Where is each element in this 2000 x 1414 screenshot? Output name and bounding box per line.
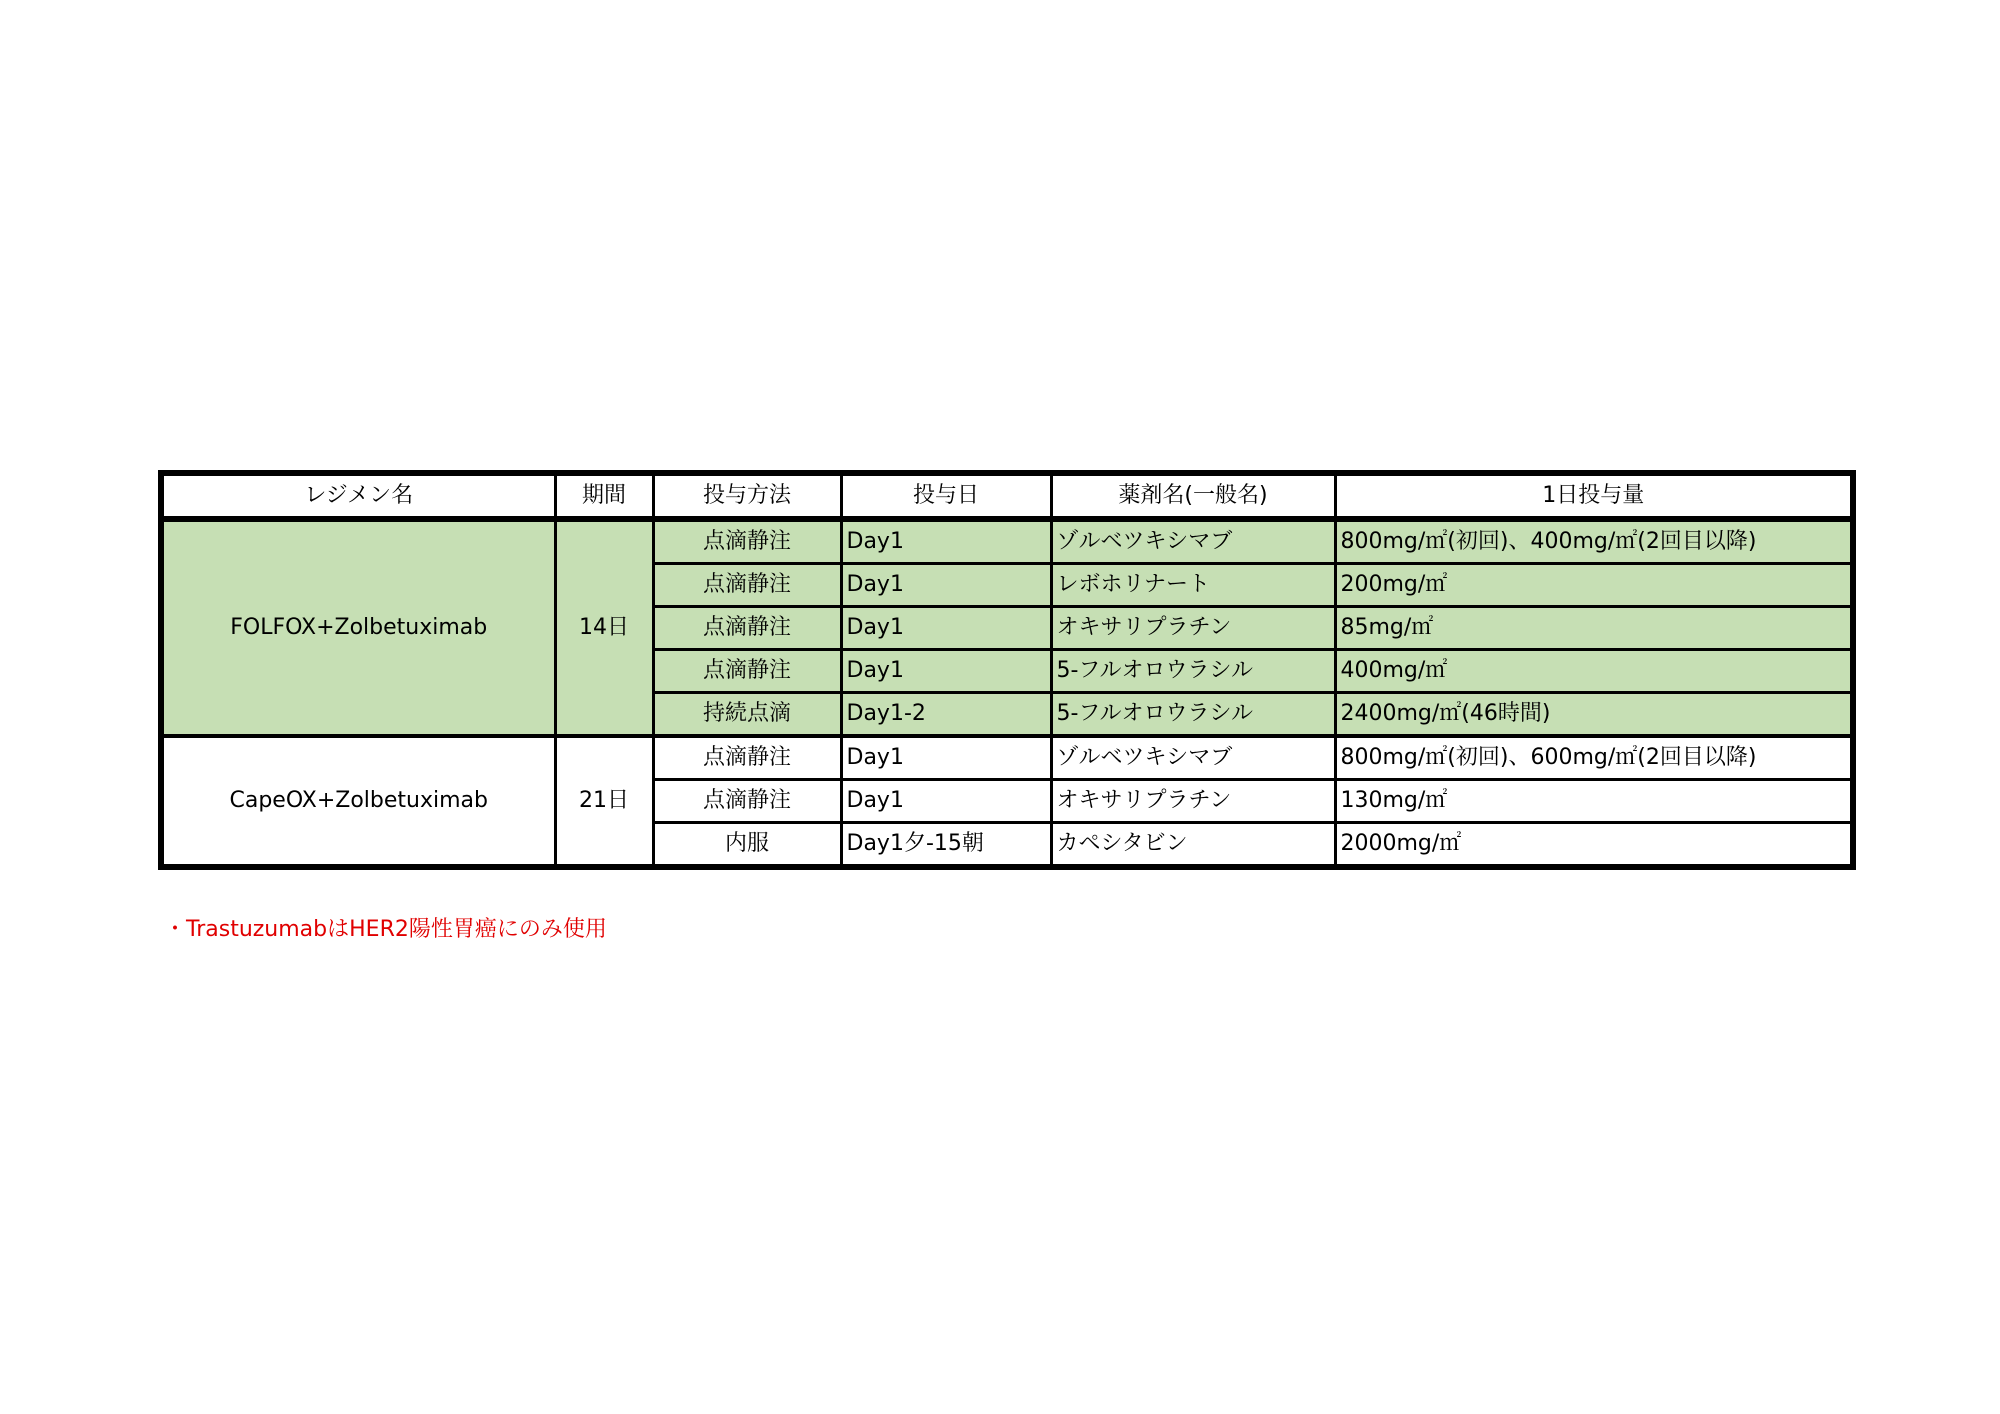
- header-administration-day: 投与日: [841, 473, 1051, 519]
- day-cell: Day1: [841, 736, 1051, 780]
- drug-cell: ゾルベツキシマブ: [1051, 519, 1335, 564]
- drug-cell: オキサリプラチン: [1051, 607, 1335, 650]
- dose-cell: 400mg/㎡: [1335, 650, 1853, 693]
- footnote-note: ・TrastuzumabはHER2陽性胃癌にのみ使用: [164, 917, 607, 942]
- day-cell: Day1: [841, 607, 1051, 650]
- regimen-name-cell: CapeOX+Zolbetuximab: [161, 736, 555, 867]
- dose-cell: 800mg/㎡(初回)、600mg/㎡(2回目以降): [1335, 736, 1853, 780]
- dose-cell: 2000mg/㎡: [1335, 823, 1853, 868]
- header-regimen-name: レジメン名: [161, 473, 555, 519]
- day-cell: Day1: [841, 564, 1051, 607]
- method-cell: 点滴静注: [653, 736, 841, 780]
- dose-cell: 800mg/㎡(初回)、400mg/㎡(2回目以降): [1335, 519, 1853, 564]
- drug-cell: レボホリナート: [1051, 564, 1335, 607]
- dose-cell: 85mg/㎡: [1335, 607, 1853, 650]
- day-cell: Day1-2: [841, 693, 1051, 737]
- header-administration-method: 投与方法: [653, 473, 841, 519]
- drug-cell: ゾルベツキシマブ: [1051, 736, 1335, 780]
- drug-cell: オキサリプラチン: [1051, 780, 1335, 823]
- drug-cell: カペシタビン: [1051, 823, 1335, 868]
- drug-cell: 5-フルオロウラシル: [1051, 693, 1335, 737]
- header-drug-name: 薬剤名(一般名): [1051, 473, 1335, 519]
- day-cell: Day1: [841, 519, 1051, 564]
- header-period: 期間: [555, 473, 653, 519]
- day-cell: Day1: [841, 780, 1051, 823]
- method-cell: 持続点滴: [653, 693, 841, 737]
- period-cell: 21日: [555, 736, 653, 867]
- table-row: [161, 736, 1853, 780]
- method-cell: 内服: [653, 823, 841, 868]
- period-cell: 14日: [555, 519, 653, 736]
- table-header-row: [161, 473, 1853, 519]
- method-cell: 点滴静注: [653, 519, 841, 564]
- dose-cell: 130mg/㎡: [1335, 780, 1853, 823]
- day-cell: Day1夕-15朝: [841, 823, 1051, 868]
- table-row: [161, 519, 1853, 564]
- method-cell: 点滴静注: [653, 607, 841, 650]
- regimen-name-cell: FOLFOX+Zolbetuximab: [161, 519, 555, 736]
- header-daily-dose: 1日投与量: [1335, 473, 1853, 519]
- dose-cell: 200mg/㎡: [1335, 564, 1853, 607]
- drug-cell: 5-フルオロウラシル: [1051, 650, 1335, 693]
- dose-cell: 2400mg/㎡(46時間): [1335, 693, 1853, 737]
- day-cell: Day1: [841, 650, 1051, 693]
- method-cell: 点滴静注: [653, 780, 841, 823]
- method-cell: 点滴静注: [653, 564, 841, 607]
- regimen-table: [158, 470, 1856, 870]
- method-cell: 点滴静注: [653, 650, 841, 693]
